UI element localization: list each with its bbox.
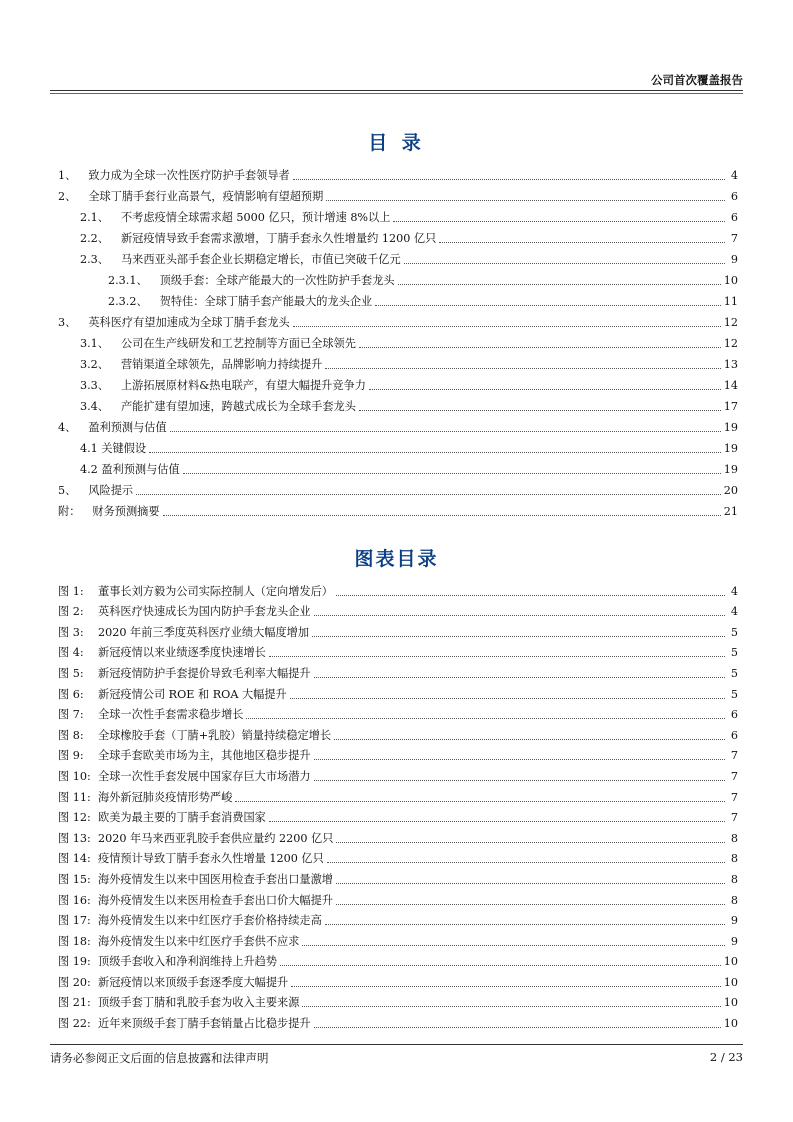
toc-list (58, 162, 738, 519)
figure-text: 全球一次性手套发展中国家存巨大市场潜力 (98, 769, 311, 783)
toc-label (108, 295, 372, 309)
figure-text: 全球橡胶手套（丁腈+乳胶）销量持续稳定增长 (98, 728, 332, 742)
figure-page-number: 8 (730, 852, 738, 866)
dot-leader (302, 945, 725, 946)
dot-leader (163, 515, 721, 516)
dot-leader (293, 326, 721, 327)
toc-text: 马来西亚头部手套企业长期稳定增长，市值已突破千亿元 (120, 253, 401, 266)
dot-leader (393, 221, 725, 222)
toc-text: 公司在生产线研发和工艺控制等方面已全球领先 (120, 337, 356, 350)
dot-leader (314, 780, 725, 781)
toc-entry[interactable] (58, 162, 738, 183)
figure-label (58, 996, 299, 1010)
figure-entry[interactable] (58, 784, 738, 805)
toc-entry[interactable] (58, 393, 738, 414)
toc-label (80, 379, 366, 393)
figure-text: 近年来顶级手套丁腈手套销量占比稳步提升 (98, 1017, 311, 1031)
toc-text: 不考虑疫情全球需求超 5000 亿只，预计增速 8%以上 (120, 211, 391, 224)
toc-label (80, 358, 322, 372)
figure-entry[interactable] (58, 578, 738, 599)
page-indicator: 2 / 23 (709, 1050, 743, 1064)
toc-page-number: 19 (723, 463, 738, 476)
toc-page-number: 14 (723, 379, 738, 392)
toc-number: 2、 (58, 190, 77, 203)
dot-leader (183, 473, 721, 474)
dot-leader (369, 389, 721, 390)
dot-leader (336, 904, 725, 905)
dot-leader (269, 656, 725, 657)
toc-text: 顶级手套：全球产能最大的一次性防护手套龙头 (159, 274, 395, 287)
figure-entry[interactable] (58, 908, 738, 929)
toc-number: 2.3.2、 (108, 295, 148, 308)
figure-entry[interactable] (58, 640, 738, 661)
report-type-tag: 公司首次覆盖报告 (651, 73, 743, 87)
figure-number: 图 19: (58, 955, 91, 969)
toc-number: 3、 (58, 316, 77, 329)
dot-leader (314, 759, 725, 760)
figure-number: 图 7: (58, 708, 84, 722)
dot-leader (336, 883, 725, 884)
toc-entry[interactable] (58, 225, 738, 246)
toc-text: 新冠疫情导致手套需求激增，丁腈手套永久性增量约 1200 亿只 (120, 232, 437, 245)
toc-entry[interactable] (58, 477, 738, 498)
toc-label (58, 190, 323, 204)
figure-number: 图 11: (58, 790, 91, 804)
toc-entry[interactable] (58, 456, 738, 477)
dot-leader (280, 965, 721, 966)
toc-label (80, 400, 356, 414)
toc-page-number: 19 (723, 442, 738, 455)
figure-entry[interactable] (58, 619, 738, 640)
toc-text: 4.2 盈利预测与估值 (80, 463, 180, 476)
toc-text: 营销渠道全球领先，品牌影响力持续提升 (120, 358, 323, 371)
figure-entry[interactable] (58, 846, 738, 867)
figure-entry[interactable] (58, 887, 738, 908)
toc-entry[interactable] (58, 204, 738, 225)
figure-number: 图 2: (58, 605, 84, 619)
toc-entry[interactable] (58, 267, 738, 288)
toc-page-number: 7 (730, 232, 738, 245)
dot-leader (398, 284, 721, 285)
figure-entry[interactable] (58, 702, 738, 723)
dot-leader (291, 986, 721, 987)
toc-entry[interactable] (58, 372, 738, 393)
toc-text: 英科医疗有望加速成为全球丁腈手套龙头 (88, 316, 290, 329)
toc-label (58, 505, 160, 519)
toc-text: 盈利预测与估值 (88, 421, 167, 434)
dot-leader (336, 595, 725, 596)
figure-number: 图 1: (58, 584, 84, 598)
dot-leader (325, 368, 720, 369)
figure-number: 图 5: (58, 666, 84, 680)
toc-page-number: 6 (730, 190, 738, 203)
figure-label (58, 770, 311, 784)
figure-page-number: 10 (723, 975, 738, 989)
figure-label (58, 976, 288, 990)
figure-page-number: 7 (730, 790, 738, 804)
footer-rule (50, 1044, 743, 1045)
header-rule (50, 90, 743, 91)
figure-label (58, 646, 266, 660)
toc-page-number: 21 (723, 505, 738, 518)
toc-number: 5、 (58, 484, 77, 497)
figure-label (58, 605, 311, 619)
dot-leader (136, 494, 721, 495)
figure-label (58, 791, 232, 805)
figure-label (58, 708, 243, 722)
figure-page-number: 7 (730, 749, 738, 763)
figure-page-number: 8 (730, 893, 738, 907)
figures-title: 图表目录 (354, 548, 439, 570)
toc-label (80, 232, 436, 246)
figure-text: 新冠疫情以来业绩逐季度快速增长 (98, 646, 266, 660)
figure-number: 图 9: (58, 749, 84, 763)
figure-label (58, 1017, 311, 1031)
figure-page-number: 7 (730, 811, 738, 825)
toc-number: 3.1、 (80, 337, 109, 350)
toc-label (80, 442, 146, 456)
figure-page-number: 6 (730, 728, 738, 742)
figure-number: 图 20: (58, 975, 91, 989)
toc-number: 3.4、 (80, 400, 109, 413)
figure-number: 图 15: (58, 872, 91, 886)
toc-entry[interactable] (58, 498, 738, 519)
figure-label (58, 832, 333, 846)
dot-leader (235, 801, 725, 802)
toc-label (80, 211, 390, 225)
toc-page-number: 20 (723, 484, 738, 497)
figure-page-number: 8 (730, 831, 738, 845)
toc-label (108, 274, 395, 288)
figure-number: 图 21: (58, 996, 91, 1010)
figure-text: 新冠疫情以来顶级手套逐季度大幅提升 (98, 975, 289, 989)
toc-label (80, 253, 401, 267)
figure-label (58, 585, 333, 599)
dot-leader (359, 347, 721, 348)
dot-leader (404, 263, 725, 264)
figure-label (58, 729, 331, 743)
dot-leader (290, 698, 725, 699)
dot-leader (312, 636, 725, 637)
figure-entry[interactable] (58, 599, 738, 620)
figure-number: 图 12: (58, 811, 91, 825)
toc-label (80, 463, 180, 477)
figure-text: 海外疫情发生以来中红医疗手套供不应求 (98, 934, 300, 948)
figure-text: 新冠疫情公司 ROE 和 ROA 大幅提升 (98, 687, 287, 701)
figure-page-number: 9 (730, 934, 738, 948)
dot-leader (326, 200, 725, 201)
figure-entry[interactable] (58, 949, 738, 970)
toc-entry[interactable] (58, 183, 738, 204)
figure-text: 全球一次性手套需求稳步增长 (98, 708, 244, 722)
toc-page-number: 17 (723, 400, 738, 413)
figure-entry[interactable] (58, 825, 738, 846)
toc-number: 2.1、 (80, 211, 109, 224)
dot-leader (439, 242, 725, 243)
dot-leader (314, 677, 725, 678)
toc-page-number: 4 (730, 169, 738, 182)
toc-text: 4.1 关键假设 (80, 442, 147, 455)
toc-page-number: 10 (723, 274, 738, 287)
toc-number: 附： (58, 505, 81, 518)
toc-page-number: 12 (723, 337, 738, 350)
figure-page-number: 7 (730, 769, 738, 783)
figure-label (58, 749, 311, 763)
figure-entry[interactable] (58, 1010, 738, 1031)
dot-leader (149, 452, 721, 453)
figure-entry[interactable] (58, 928, 738, 949)
figure-text: 2020 年马来西亚乳胶手套供应量约 2200 亿只 (98, 831, 334, 845)
figure-entry[interactable] (58, 969, 738, 990)
dot-leader (314, 1027, 721, 1028)
figure-text: 新冠疫情防护手套提价导致毛利率大幅提升 (98, 666, 311, 680)
dot-leader (293, 179, 725, 180)
figure-entry[interactable] (58, 866, 738, 887)
figure-entry[interactable] (58, 805, 738, 826)
toc-number: 4、 (58, 421, 77, 434)
figure-number: 图 16: (58, 893, 91, 907)
toc-number: 3.3、 (80, 379, 109, 392)
toc-entry[interactable] (58, 246, 738, 267)
figure-page-number: 10 (723, 996, 738, 1010)
figure-number: 图 14: (58, 852, 91, 866)
figure-text: 疫情预计导致丁腈手套永久性增量 1200 亿只 (98, 852, 324, 866)
figure-page-number: 4 (730, 584, 738, 598)
toc-label (58, 316, 290, 330)
figure-text: 欧美为最主要的丁腈手套消费国家 (98, 811, 266, 825)
toc-label (58, 169, 290, 183)
figure-entry[interactable] (58, 681, 738, 702)
figure-text: 海外疫情发生以来医用检查手套出口价大幅提升 (98, 893, 333, 907)
dot-leader (336, 842, 725, 843)
figure-text: 英科医疗快速成长为国内防护手套龙头企业 (98, 605, 311, 619)
figure-page-number: 4 (730, 605, 738, 619)
dot-leader (269, 821, 725, 822)
dot-leader (359, 410, 721, 411)
figure-number: 图 17: (58, 914, 91, 928)
toc-page-number: 19 (723, 421, 738, 434)
figure-list (58, 578, 738, 1031)
figure-label (58, 955, 277, 969)
dot-leader (246, 718, 725, 719)
toc-text: 风险提示 (88, 484, 134, 497)
figure-number: 图 22: (58, 1017, 91, 1031)
figure-label (58, 688, 287, 702)
figure-text: 海外疫情发生以来中红医疗手套价格持续走高 (98, 914, 322, 928)
figure-page-number: 5 (730, 687, 738, 701)
dot-leader (327, 862, 725, 863)
figure-number: 图 18: (58, 934, 91, 948)
figure-label (58, 667, 311, 681)
figure-text: 海外疫情发生以来中国医用检查手套出口量激增 (98, 872, 333, 886)
toc-page-number: 9 (730, 253, 738, 266)
figure-label (58, 626, 309, 640)
figure-entry[interactable] (58, 763, 738, 784)
toc-text: 贺特佳：全球丁腈手套产能最大的龙头企业 (159, 295, 373, 308)
toc-label (58, 421, 167, 435)
toc-label (58, 484, 133, 498)
toc-text: 致力成为全球一次性医疗防护手套领导者 (88, 169, 290, 182)
toc-label (80, 337, 356, 351)
figure-page-number: 10 (723, 955, 738, 969)
toc-text: 财务预测摘要 (92, 505, 160, 518)
toc-number: 2.2、 (80, 232, 109, 245)
toc-title: 目 录 (368, 132, 425, 154)
toc-text: 上游拓展原材料&热电联产，有望大幅提升竞争力 (120, 379, 366, 392)
figure-text: 海外新冠肺炎疫情形势严峻 (98, 790, 233, 804)
toc-entry[interactable] (58, 435, 738, 456)
figure-label (58, 935, 299, 949)
toc-entry[interactable] (58, 414, 738, 435)
figure-number: 图 13: (58, 831, 91, 845)
toc-page-number: 11 (723, 295, 738, 308)
dot-leader (334, 739, 725, 740)
toc-entry[interactable] (58, 351, 738, 372)
figure-text: 顶级手套收入和净利润维持上升趋势 (98, 955, 278, 969)
dot-leader (325, 924, 725, 925)
toc-entry[interactable] (58, 309, 738, 330)
figure-entry[interactable] (58, 990, 738, 1011)
figure-entry[interactable] (58, 722, 738, 743)
figure-number: 图 10: (58, 769, 91, 783)
toc-page-number: 12 (723, 316, 738, 329)
header-rule-thin (50, 93, 743, 94)
toc-text: 全球丁腈手套行业高景气，疫情影响有望超预期 (88, 190, 324, 203)
figure-entry[interactable] (58, 743, 738, 764)
figure-label (58, 852, 324, 866)
figure-text: 董事长刘方毅为公司实际控制人（定向增发后） (98, 584, 333, 598)
toc-entry[interactable] (58, 288, 738, 309)
toc-text: 产能扩建有望加速，跨越式成长为全球手套龙头 (120, 400, 356, 413)
dot-leader (314, 615, 725, 616)
figure-page-number: 5 (730, 666, 738, 680)
figure-number: 图 4: (58, 646, 84, 660)
toc-page-number: 13 (723, 358, 738, 371)
figure-label (58, 873, 333, 887)
figure-page-number: 10 (723, 1017, 738, 1031)
figure-page-number: 9 (730, 914, 738, 928)
figure-number: 图 3: (58, 625, 84, 639)
dot-leader (170, 431, 721, 432)
figure-label (58, 894, 333, 908)
figure-text: 顶级手套丁腈和乳胶手套为收入主要来源 (98, 996, 300, 1010)
dot-leader (302, 1006, 720, 1007)
toc-entry[interactable] (58, 330, 738, 351)
figure-page-number: 8 (730, 872, 738, 886)
figure-label (58, 914, 322, 928)
figure-page-number: 5 (730, 646, 738, 660)
figure-entry[interactable] (58, 660, 738, 681)
figure-text: 2020 年前三季度英科医疗业绩大幅度增加 (98, 625, 310, 639)
figure-number: 图 6: (58, 687, 84, 701)
figure-number: 图 8: (58, 728, 84, 742)
figure-page-number: 6 (730, 708, 738, 722)
toc-number: 3.2、 (80, 358, 109, 371)
toc-number: 2.3、 (80, 253, 109, 266)
figure-text: 全球手套欧美市场为主，其他地区稳步提升 (98, 749, 311, 763)
figure-page-number: 5 (730, 625, 738, 639)
footer-disclaimer: 请务必参阅正文后面的信息披露和法律声明 (50, 1051, 269, 1065)
dot-leader (375, 305, 721, 306)
toc-page-number: 6 (730, 211, 738, 224)
toc-number: 1、 (58, 169, 77, 182)
figure-label (58, 811, 266, 825)
toc-number: 2.3.1、 (108, 274, 148, 287)
